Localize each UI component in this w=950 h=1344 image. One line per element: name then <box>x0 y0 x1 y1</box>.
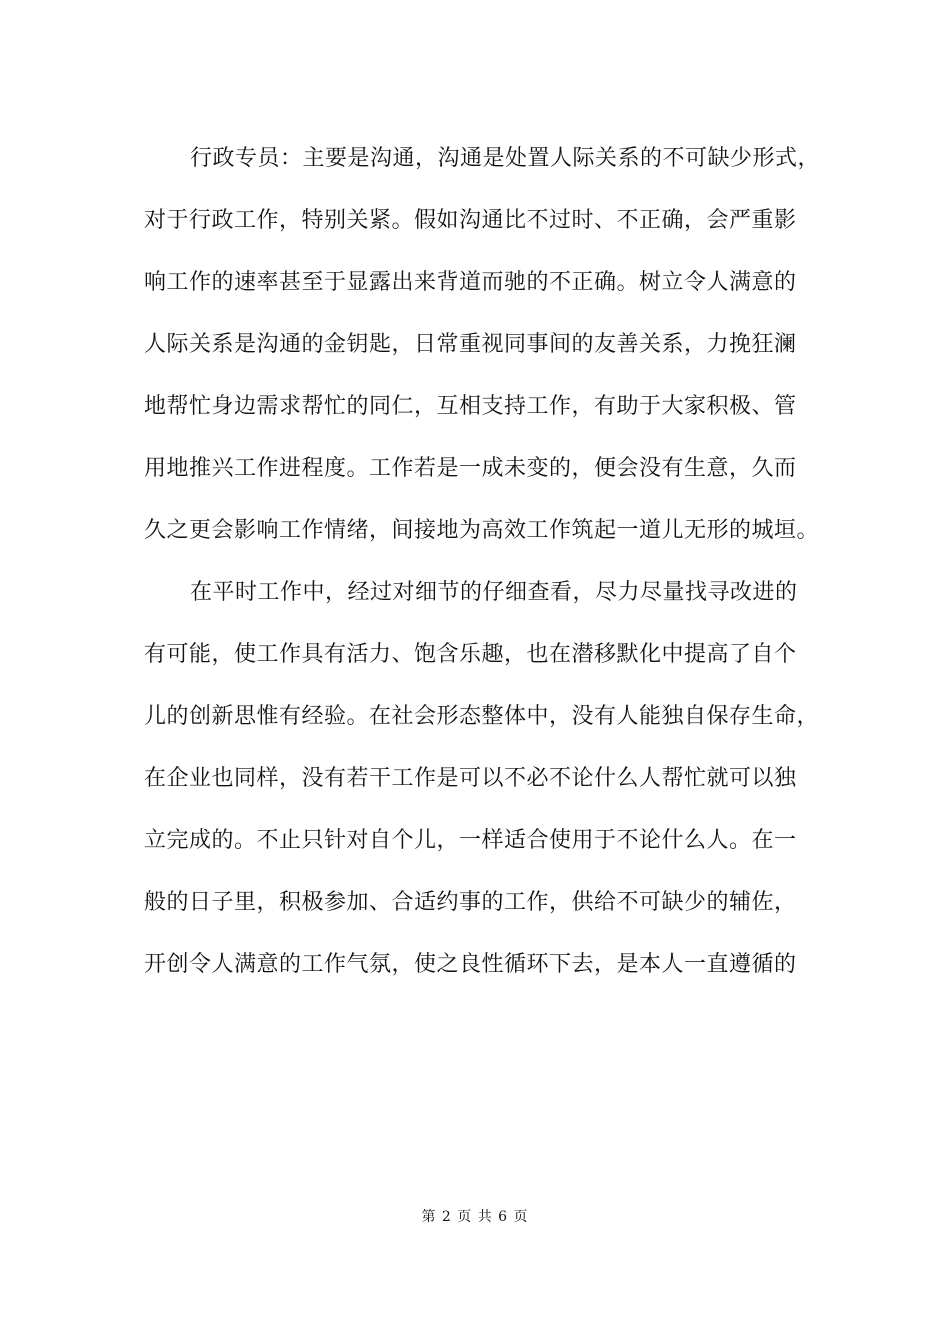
paragraph-line: 对于行政工作，特别关紧。假如沟通比不过时、不正确，会严重影 <box>144 208 797 233</box>
paragraph-line: 立完成的。不止只针对自个儿，一样适合使用于不论什么人。在一 <box>144 828 797 853</box>
paragraph-line: 在企业也同样，没有若干工作是可以不必不论什么人帮忙就可以独 <box>144 766 797 791</box>
paragraph-line: 有可能，使工作具有活力、饱含乐趣，也在潜移默化中提高了自个 <box>144 642 797 667</box>
paragraph-line: 人际关系是沟通的金钥匙，日常重视同事间的友善关系，力挽狂澜 <box>144 332 797 357</box>
paragraph-line: 行政专员：主要是沟通，沟通是处置人际关系的不可缺少形式， <box>190 146 821 171</box>
paragraph-line: 响工作的速率甚至于显露出来背道而驰的不正确。树立令人满意的 <box>144 270 797 295</box>
paragraph-line: 般的日子里，积极参加、合适约事的工作，供给不可缺少的辅佐， <box>144 890 797 915</box>
paragraph-line: 在平时工作中，经过对细节的仔细查看，尽力尽量找寻改进的 <box>190 580 798 605</box>
paragraph-line: 儿的创新思惟有经验。在社会形态整体中，没有人能独自保存生命， <box>144 704 820 729</box>
paragraph-line: 久之更会影响工作情绪，间接地为高效工作筑起一道儿无形的城垣。 <box>144 518 820 543</box>
paragraph-line: 开创令人满意的工作气氛，使之良性循环下去，是本人一直遵循的 <box>144 952 797 977</box>
paragraph-line: 地帮忙身边需求帮忙的同仁，互相支持工作，有助于大家积极、管 <box>144 394 797 419</box>
paragraph-line: 用地推兴工作进程度。工作若是一成未变的，便会没有生意，久而 <box>144 456 797 481</box>
page-number-footer: 第 2 页 共 6 页 <box>421 1209 529 1225</box>
body-text <box>144 128 824 996</box>
